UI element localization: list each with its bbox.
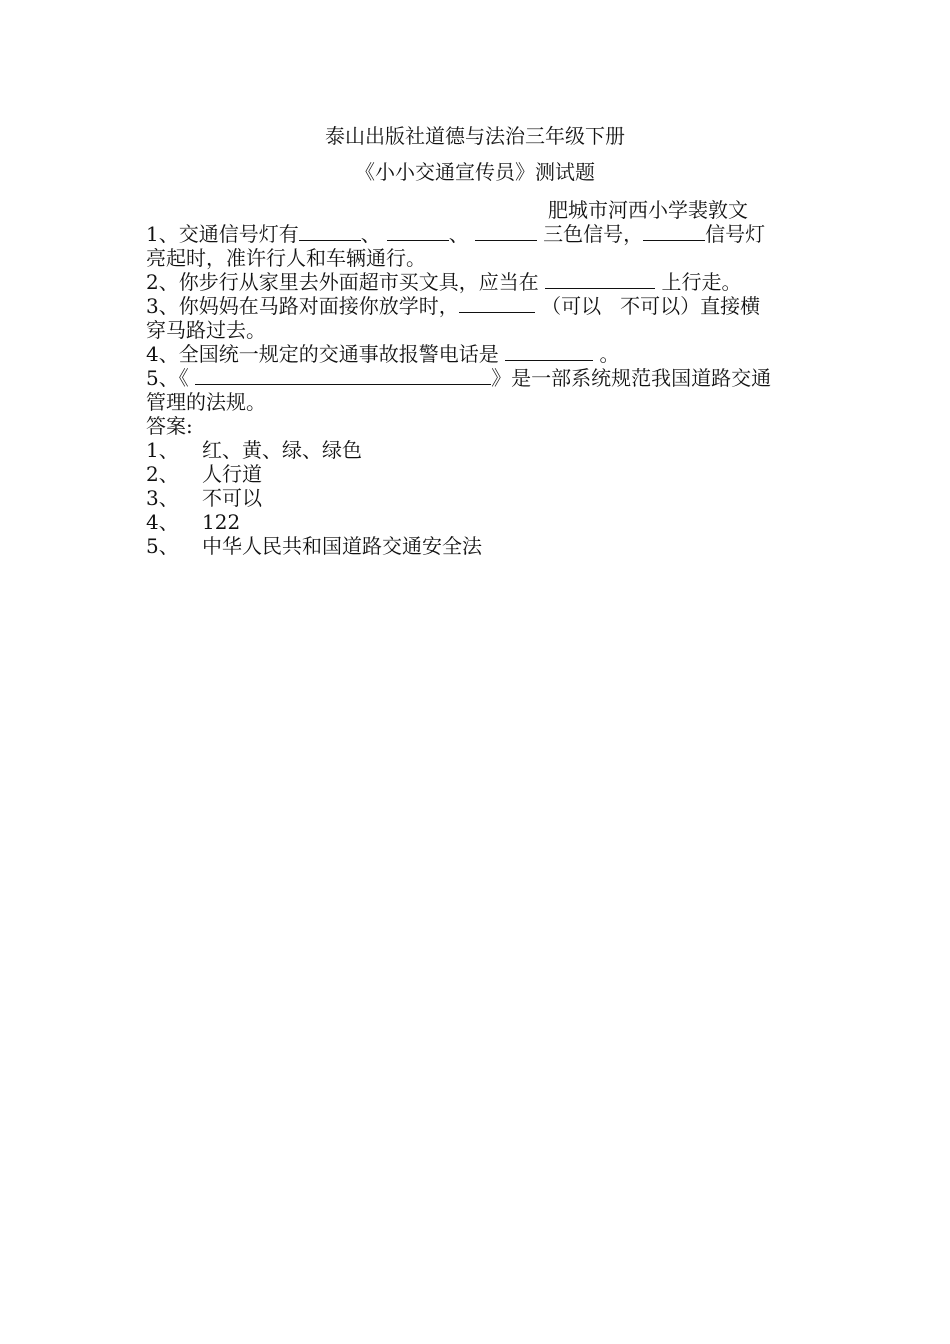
answer-number: 2、 — [146, 462, 179, 486]
question-1-text: 信号灯 — [705, 222, 766, 246]
question-1-sep: 、 — [448, 222, 469, 246]
answer-item — [146, 534, 810, 558]
question-3-line-1 — [146, 294, 810, 318]
answer-item — [146, 510, 810, 534]
answer-text: 中华人民共和国道路交通安全法 — [202, 534, 482, 558]
answer-blank — [545, 270, 655, 289]
answers-label: 答案: — [146, 414, 193, 438]
author-line: 肥城市河西小学裴敦文 — [548, 198, 748, 222]
document-subtitle: 《小小交通宣传员》测试题 — [355, 160, 595, 184]
question-body — [146, 222, 810, 558]
question-5-text: 》是一部系统规范我国道路交通 — [491, 366, 772, 390]
answer-blank — [299, 222, 361, 241]
question-1-text: 1、交通信号灯有 — [146, 222, 299, 246]
answer-item — [146, 462, 810, 486]
question-4 — [146, 342, 810, 366]
answer-blank — [505, 342, 593, 361]
answer-item — [146, 486, 810, 510]
answer-blank — [643, 222, 705, 241]
question-2-text: 上行走。 — [655, 270, 742, 294]
answer-blank — [459, 294, 535, 313]
answer-blank — [387, 222, 449, 241]
answer-text: 红、黄、绿、绿色 — [202, 438, 362, 462]
question-5-line-1 — [146, 366, 810, 390]
answer-number: 1、 — [146, 438, 179, 462]
answer-text: 不可以 — [202, 486, 262, 510]
question-3-text: （可以 不可以）直接横 — [534, 294, 761, 318]
answer-number: 3、 — [146, 486, 179, 510]
answer-text: 人行道 — [202, 462, 262, 486]
answer-number: 5、 — [146, 534, 179, 558]
question-3-line-2: 穿马路过去。 — [146, 318, 266, 342]
answer-blank — [475, 222, 537, 241]
question-4-text: 。 — [593, 342, 620, 366]
answer-item — [146, 438, 810, 462]
question-4-text: 4、全国统一规定的交通事故报警电话是 — [146, 342, 506, 366]
question-5-text: 5、《 — [146, 366, 196, 390]
question-1-text: 三色信号， — [536, 222, 644, 246]
question-2-text: 2、你步行从家里去外面超市买文具，应当在 — [146, 270, 546, 294]
question-1-sep: 、 — [360, 222, 381, 246]
question-1-line-1 — [146, 222, 810, 246]
question-2 — [146, 270, 810, 294]
answer-number: 4、 — [146, 510, 179, 534]
answer-text: 122 — [202, 510, 241, 534]
question-5-line-2: 管理的法规。 — [146, 390, 266, 414]
question-1-line-2: 亮起时，准许行人和车辆通行。 — [146, 246, 426, 270]
question-3-text: 3、你妈妈在马路对面接你放学时， — [146, 294, 459, 318]
document-title: 泰山出版社道德与法治三年级下册 — [325, 124, 625, 148]
answer-blank — [195, 366, 491, 385]
